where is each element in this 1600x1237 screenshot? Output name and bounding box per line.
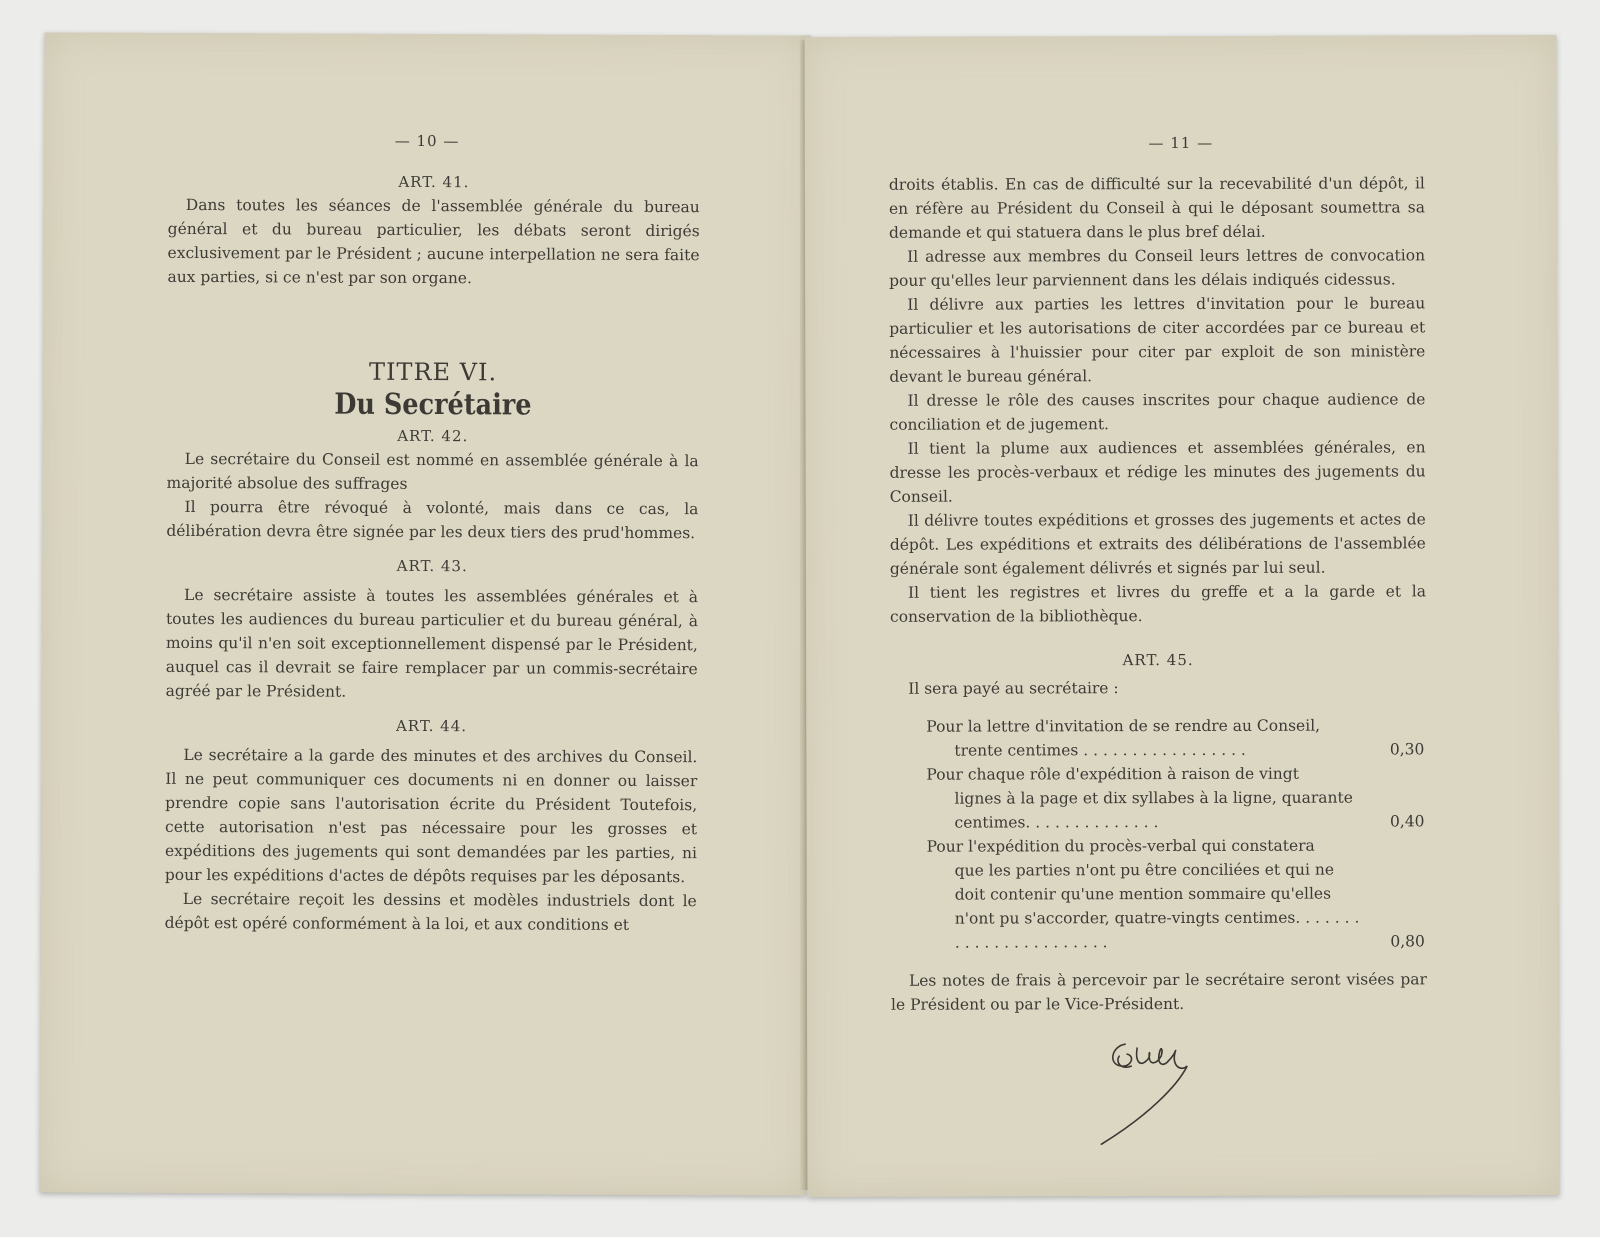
fee-line: Pour la lettre d'invitation de se rendre au Conseil, xyxy=(926,716,1321,736)
fee-line: Pour chaque rôle d'expédition à raison de vingt xyxy=(926,764,1299,784)
article-title: ART. 44. xyxy=(395,716,468,736)
left-page xyxy=(39,32,810,1195)
fee-line: trente centimes . . . . . . . . . . . . . . . . . xyxy=(954,740,1246,760)
paragraph: Il dresse le rôle des causes inscrites pour chaque audience de conciliation et de jugement. xyxy=(889,390,1426,434)
fee-list xyxy=(926,713,1425,954)
paragraph: Il délivre aux parties les lettres d'invitation pour le bureau particulier et les autorisations de citer accordées par ce bureau et nécessaires à l'huissier pour citer par exploit de son ministère devant le bureau général. xyxy=(889,294,1426,386)
right-page-content xyxy=(889,171,1427,1016)
handwritten-signature xyxy=(1097,1026,1237,1186)
paragraph: droits établis. En cas de difficulté sur la recevabilité d'un dépôt, il en réfère au Président du Conseil à qui le déposant soumettra sa demande et qui statuera dans le plus bref délai. xyxy=(888,174,1425,242)
page-number: — 10 — xyxy=(394,131,460,151)
fee-outro: Les notes de frais à percevoir par le secrétaire seront visées par le Président ou par le Vice-Président. xyxy=(890,970,1427,1014)
left-page-content xyxy=(165,169,700,937)
article-title: ART. 42. xyxy=(397,426,469,446)
fee-line: Pour l'expédition du procès-verbal qui constatera xyxy=(926,836,1315,856)
fee-price: 0,30 xyxy=(1389,740,1425,759)
article-text: Le secrétaire a la garde des minutes et des archives du Conseil. Il ne peut communiquer ces documents ni en donner ou laisser prendre copie sans l'autorisation écrite du Président Toutefois, cette autorisation n'est pas nécessaire pour les grosses et expéditions des jugements qui sont demandées par les parties, ni pour les expéditions d'actes de dépôts requises par les déposants. xyxy=(164,745,698,887)
title-heading: TITRE VI. xyxy=(368,357,498,387)
article-title: ART. 45. xyxy=(1122,650,1194,670)
fee-price: 0,80 xyxy=(1390,932,1425,951)
paragraph: Il tient les registres et livres du greffe et a la garde et la conservation de la bibliothèque. xyxy=(889,582,1426,626)
section-heading: Du Secrétaire xyxy=(334,386,532,422)
article-title: ART. 41. xyxy=(398,172,470,192)
fee-item xyxy=(926,713,1424,762)
article-text: Dans toutes les séances de l'assemblée générale du bureau général et du bureau particulier, les débats seront dirigés exclusivement par le Président ; aucune interpellation ne sera faite aux parties, si ce n'est par son organe. xyxy=(167,195,700,288)
paragraph: Il adresse aux membres du Conseil leurs lettres de convocation pour qu'elles leur parviennent dans les délais indiqués cidessus. xyxy=(889,246,1426,290)
paragraph: Il tient la plume aux audiences et assemblées générales, en dresse les procès-verbaux et rédige les minutes des jugements du Conseil. xyxy=(889,438,1426,506)
article-title: ART. 43. xyxy=(396,556,468,576)
fee-line: lignes à la page et dix syllabes à la ligne, quarante centimes. . . . . . . . . . . . . . xyxy=(954,788,1353,832)
right-page xyxy=(804,35,1559,1197)
article-text: Il pourra être révoqué à volonté, mais dans ce cas, la délibération devra être signée par les deux tiers des prud'hommes. xyxy=(166,497,699,543)
article-text: Le secrétaire du Conseil est nommé en assemblée générale à la majorité absolue des suffrages xyxy=(166,449,699,493)
page-number: — 11 — xyxy=(1148,133,1214,153)
fee-line: que les parties n'ont pu être conciliées et qui ne doit contenir qu'une mention sommaire qu'elles n'ont pu s'accorder, quatre-vingts centimes. . . . . . . . . . . . . . . . . . . . . . . xyxy=(954,860,1360,952)
article-text: Le secrétaire reçoit les dessins et modèles industriels dont le dépôt est opéré conformément à la loi, et aux conditions et xyxy=(164,889,697,934)
fee-item xyxy=(926,761,1424,834)
fee-intro: Il sera payé au secrétaire : xyxy=(908,679,1119,698)
paragraph: Il délivre toutes expéditions et grosses des jugements et actes de dépôt. Les expéditions et extraits des délibérations de l'assemblée générale sont également délivrés et signés par lui seul. xyxy=(889,510,1426,578)
article-text: Le secrétaire assiste à toutes les assemblées générales et à toutes les audiences du bureau particulier et du bureau général, à moins qu'il n'en soit exceptionnellement dispensé par le Président, auquel cas il devrait se faire remplacer par un commis-secrétaire agréé par le Président. xyxy=(165,585,699,701)
fee-item xyxy=(927,833,1425,954)
fee-price: 0,40 xyxy=(1389,812,1425,831)
